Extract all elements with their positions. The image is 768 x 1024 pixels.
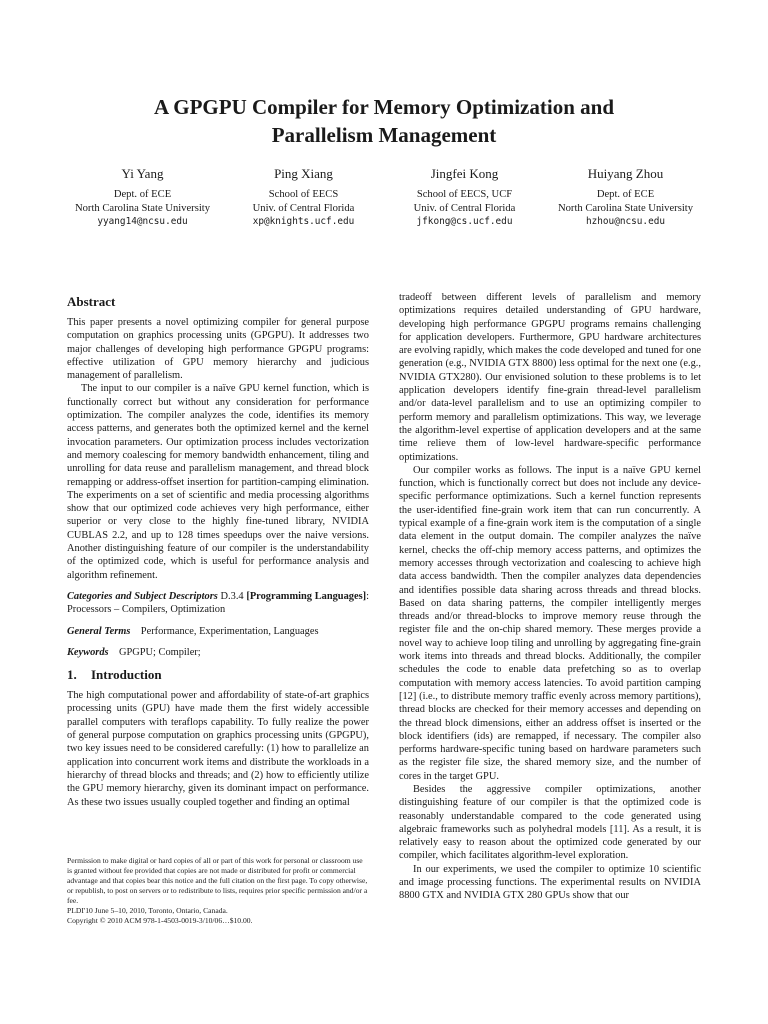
author-name: Jingfei Kong	[430, 166, 499, 181]
author-jingfei-kong	[384, 166, 545, 229]
author-name: Yi Yang	[121, 166, 164, 181]
abstract-paragraph-1: This paper presents a novel optimizing compiler for general purpose computation on graphics processing units (GPGPU). It addresses two major challenges of developing high performance GPGPU programs: effective utilization of GPU memory hierarchy and judicious management of parallelism.	[67, 317, 369, 382]
author-email: hzhou@ncsu.edu	[585, 216, 666, 227]
general-terms-line	[67, 625, 369, 638]
footnote-copyright: Copyright © 2010 ACM 978-1-4503-0019-3/10/06…$10.00.	[67, 916, 253, 925]
paper-title	[60, 93, 708, 149]
author-affiliation: North Carolina State University	[74, 202, 211, 214]
author-affiliation: Univ. of Central Florida	[252, 202, 355, 214]
footnote-conference: PLDI'10 June 5–10, 2010, Toronto, Ontario, Canada.	[67, 906, 228, 915]
categories-bold: [Programming Languages]	[246, 590, 367, 602]
abstract-heading: Abstract	[67, 294, 116, 309]
author-email: xp@knights.ucf.edu	[252, 216, 355, 227]
introduction-paragraph-1: The high computational power and affordability of state-of-art graphics processing units (GPU) have made them the first widely accessible parallel computers with teraflops capability. To fully realize the power of general purpose computation on graphics processing units (GPGPU), two key issues need to be considered carefully: (1) how to parallelize an application into concurrent work items and distribute the workloads in a hierarchy of thread blocks and threads; and (2) how to efficiently utilize the GPU memory hierarchy, given its dominant impact on performance. As these two issues usually coupled together and finding an optimal	[67, 690, 369, 808]
author-dept: School of EECS, UCF	[416, 189, 513, 200]
section-title: Introduction	[91, 667, 162, 683]
author-name: Ping Xiang	[274, 166, 333, 181]
right-paragraph-2: Our compiler works as follows. The input is a naïve GPU kernel function, which is functionally correct but does not include any device-specific performance optimizations. Such a kernel function represents the user-identified fine-grain work item that can run concurrently. A typical example of a fine-grain work item is the computation of a single data element in the output domain. The compiler analyzes the naïve kernel, checks the off-chip memory access patterns, and optimizes the memory accesses through vectorization and coalescing to achieve high data access bandwidth. Then the compiler analyzes data dependencies and identifies possible data sharing across threads and thread blocks. Based on data sharing patterns, the compiler intelligently merges threads and/or thread-blocks to improve memory reuse through the register file and the on-chip shared memory. These merges provide a novel way to achieve loop tiling and unrolling by aggregating fine-grain work items into threads and thread blocks. Additionally, the compiler schedules the code to enable data prefetching so as to overlap computation with memory access latencies. To avoid partition camping [12] (i.e., to distribute memory traffic evenly across memory partitions), thread blocks are checked for their memory accesses and depending on the thread block dimensions, either an address offset is inserted or the block identifiers (ids) are remapped, if necessary. The compiler also performs hardware-specific tuning based on hardware parameters such as the register file size, the shared memory size, and the number of cores in the target GPU.	[399, 464, 701, 782]
right-column	[399, 291, 701, 903]
general-terms-text: Performance, Experimentation, Languages	[140, 625, 319, 637]
introduction-heading	[67, 667, 369, 683]
permission-footnote	[67, 856, 369, 926]
left-column	[67, 291, 369, 809]
section-number: 1.	[67, 667, 77, 683]
keywords-line	[67, 646, 369, 659]
categories-rest: : Processors – Compilers, Optimization	[67, 590, 369, 616]
author-dept: School of EECS	[268, 189, 339, 200]
abstract-paragraph-2: The input to our compiler is a naïve GPU kernel function, which is functionally correct but without any consideration for performance optimization. The compiler analyzes the code, identifies its memory access patterns, and generates both the optimized kernel and the kernel invocation parameters. Our optimization process includes vectorization and memory coalescing for memory bandwidth enhancement, tiling and unrolling for data reuse and parallelism management, and thread block remapping or address-offset insertion for partition-camping elimination. The experiments on a set of scientific and media processing algorithms show that our optimized code achieves very high performance, either superior or very close to the highly fine-tuned library, NVIDIA CUBLAS 2.2, and up to 128 times speedups over the naive versions. Another distinguishing feature of our compiler is the understandability of the optimized code, which is useful for performance analysis and algorithm refinement.	[67, 383, 369, 581]
author-email: yyang14@ncsu.edu	[97, 216, 188, 227]
keywords-label: Keywords	[67, 646, 109, 658]
author-yi-yang	[62, 166, 223, 229]
author-dept: Dept. of ECE	[113, 189, 172, 200]
categories-code: D.3.4	[220, 590, 244, 602]
general-terms-label: General Terms	[67, 625, 131, 637]
footnote-permission-text: Permission to make digital or hard copies of all or part of this work for personal or classroom use is granted without fee provided that copies are not made or distributed for profit or commercial advantage and that copies bear this notice and the full citation on the first page. To copy otherwise, or republish, to post on servers or to redistribute to lists, requires prior specific permission and/or a fee.	[67, 856, 368, 905]
author-huiyang-zhou	[545, 166, 706, 229]
right-paragraph-4: In our experiments, we used the compiler to optimize 10 scientific and image processing functions. The experimental results on NVIDIA 8800 GTX and NVIDIA GTX 280 GPUs show that our	[399, 863, 701, 902]
author-email: jfkong@cs.ucf.edu	[416, 216, 513, 227]
author-dept: Dept. of ECE	[596, 189, 655, 200]
title-line-2: Parallelism Management	[271, 123, 497, 147]
author-affiliation: Univ. of Central Florida	[413, 202, 516, 214]
categories-line	[67, 590, 369, 617]
keywords-text: GPGPU; Compiler;	[118, 646, 201, 658]
author-affiliation: North Carolina State University	[557, 202, 694, 214]
categories-label: Categories and Subject Descriptors	[67, 590, 218, 602]
title-line-1: A GPGPU Compiler for Memory Optimization and	[153, 95, 614, 119]
author-name: Huiyang Zhou	[587, 166, 664, 181]
author-ping-xiang	[223, 166, 384, 229]
right-paragraph-1: tradeoff between different levels of parallelism and memory optimizations requires detailed understanding of GPU hardware, developing high performance GPGPU programs remains challenging for application developers. Furthermore, GPU hardware architectures are evolving rapidly, which makes the code developed and tuned for one generation (e.g., NVIDIA GTX 8800) less optimal for the next one (e.g., NVIDIA GTX280). Our envisioned solution to these problems is to let application developers identify fine-grain thread-level parallelism and/or data-level parallelism and to use an optimizing compiler to perform memory and parallelism optimizations. This way, we leverage the algorithm-level expertise of application developers and at the same time relieve them of low-level hardware-specific performance optimizations.	[399, 292, 701, 463]
right-paragraph-3: Besides the aggressive compiler optimizations, another distinguishing feature of our compiler is that the optimized code is reasonably understandable compared to the code generated using algebraic frameworks such as polyhedral models [11]. As a result, it is relatively easy to reason about the optimized code generated by our compiler, which facilitates algorithm-level exploration.	[399, 783, 701, 862]
author-block	[62, 166, 706, 229]
